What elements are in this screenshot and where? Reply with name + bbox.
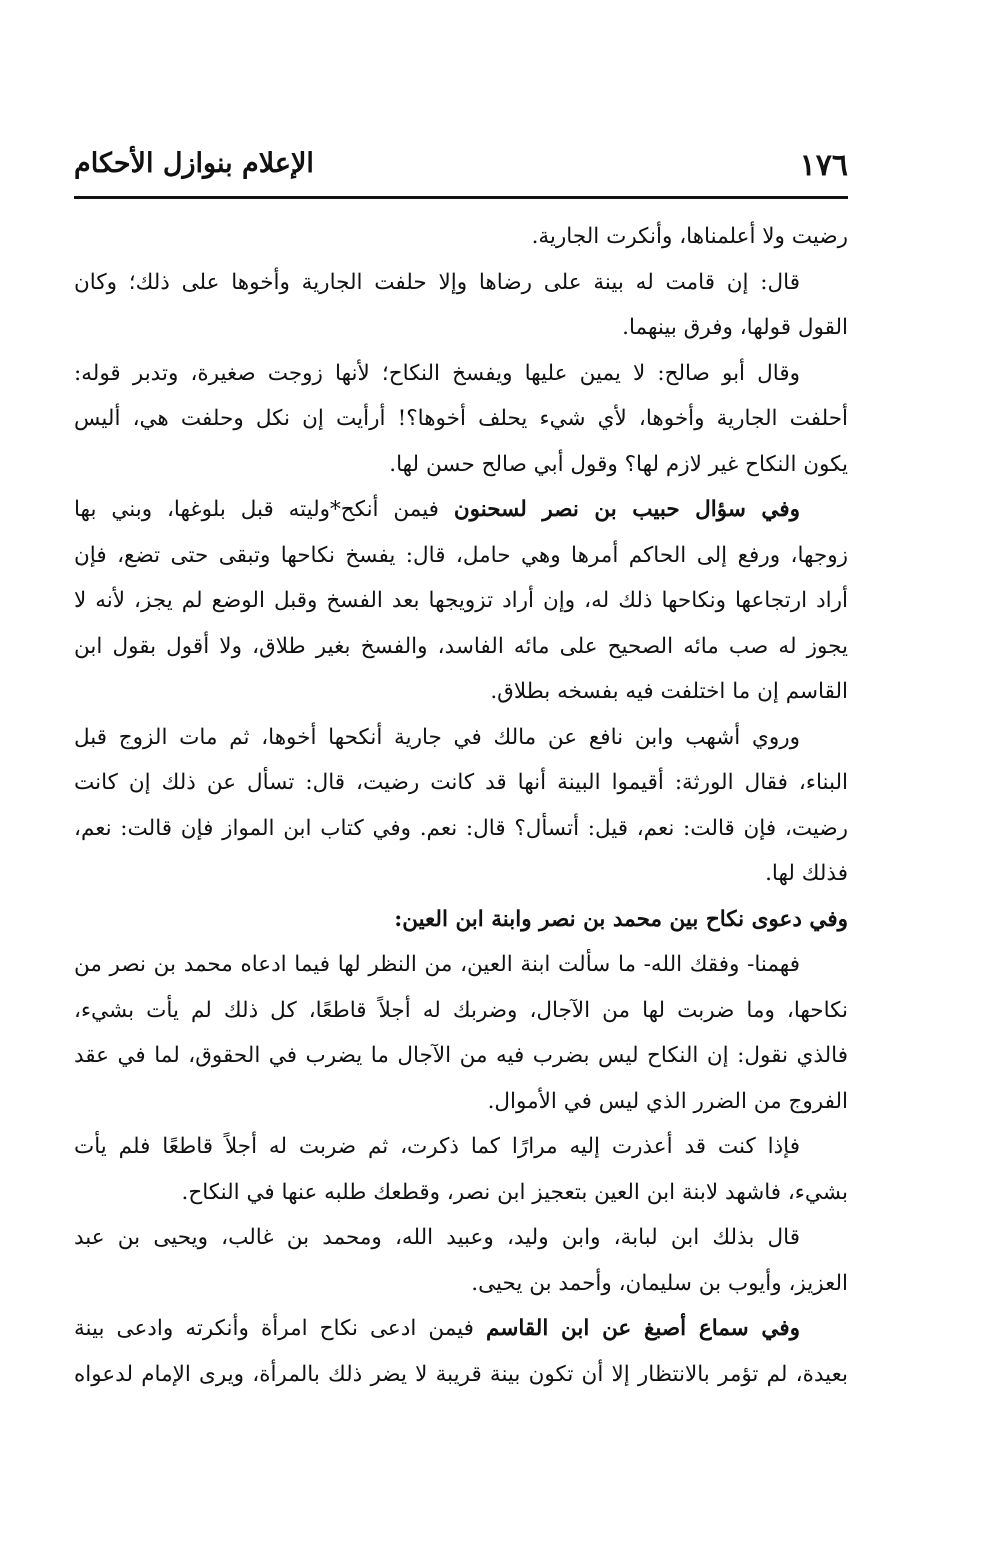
line-text: الفروج من الضرر الذي ليس في الأموال. — [487, 1088, 848, 1114]
body-text — [74, 214, 848, 1397]
text-line — [74, 533, 848, 579]
line-text: قال: إن قامت له بينة على رضاها وإلا حلفت الجارية وأخوها على ذلك؛ وكان — [74, 269, 800, 295]
text-line — [74, 851, 848, 897]
text-line — [74, 988, 848, 1034]
line-text: رضيت، فإن قالت: نعم، قيل: أتسأل؟ قال: نعم. وفي كتاب ابن المواز فإن قالت: نعم، — [74, 815, 848, 841]
line-text: وروي أشهب وابن نافع عن مالك في جارية أنكحها أخوها، ثم مات الزوج قبل — [74, 724, 800, 750]
text-line — [74, 1215, 848, 1261]
line-text: يجوز له صب مائه الصحيح على مائه الفاسد، والفسخ بغير طلاق، ولا أقول بقول ابن — [74, 633, 848, 659]
line-text: فإذا كنت قد أعذرت إليه مرارًا كما ذكرت، ثم ضربت له أجلاً قاطعًا فلم يأت — [74, 1134, 800, 1159]
text-line — [74, 806, 848, 852]
page-number: ١٧٦ — [799, 148, 848, 183]
text-line — [74, 1170, 848, 1216]
text-line — [74, 715, 848, 761]
text-line — [74, 897, 848, 943]
line-text: فيمن أنكح*وليته قبل بلوغها، وبني بها — [74, 497, 454, 522]
running-title: الإعلام بنوازل الأحكام — [74, 148, 314, 179]
text-line — [74, 487, 848, 533]
text-line — [74, 1352, 848, 1398]
header-rule — [74, 196, 848, 199]
text-line — [74, 578, 848, 624]
text-line — [74, 305, 848, 351]
text-line — [74, 396, 848, 442]
text-line — [74, 1124, 848, 1170]
line-text: نكاحها، وما ضربت لها من الآجال، وضربك له أجلاً قاطعًا، كل ذلك لم يأت بشيء، — [74, 997, 848, 1023]
line-text: وقال أبو صالح: لا يمين عليها ويفسخ النكاح؛ لأنها زوجت صغيرة، وتدبر قوله: — [74, 360, 800, 386]
text-line — [74, 1079, 848, 1125]
text-line — [74, 624, 848, 670]
bold-heading: وفي دعوى نكاح بين محمد بن نصر وابنة ابن العين: — [394, 906, 848, 932]
line-text: بشيء، فاشهد لابنة ابن العين بتعجيز ابن نصر، وقطعك طلبه عنها في النكاح. — [181, 1179, 848, 1205]
line-text: فيمن ادعى نكاح امرأة وأنكرته وادعى بينة — [74, 1316, 487, 1341]
line-text: بعيدة، لم تؤمر بالانتظار إلا أن تكون بينة قريبة لا يضر ذلك بالمرأة، ويرى الإمام لدعواه — [74, 1361, 848, 1387]
line-text: زوجها، ورفع إلى الحاكم أمرها وهي حامل، قال: يفسخ نكاحها وتبقى حتى تضع، فإن — [74, 542, 848, 568]
text-line — [74, 760, 848, 806]
line-text: فالذي نقول: إن النكاح ليس بضرب فيه من الآجال ما يضرب في الحقوق، لما في عقد — [74, 1043, 848, 1068]
line-text: أراد ارتجاعها ونكاحها ذلك له، وإن أراد تزويجها بعد الفسخ وقبل الوضع لم يجز، لأنه لا — [74, 588, 848, 613]
text-line — [74, 1261, 848, 1307]
line-text: أحلفت الجارية وأخوها، لأي شيء يحلف أخوها؟! أرأيت إن نكل وحلفت هي، أليس — [74, 406, 848, 431]
text-line — [74, 669, 848, 715]
text-line — [74, 214, 848, 260]
line-text: رضيت ولا أعلمناها، وأنكرت الجارية. — [531, 224, 848, 249]
line-text: فهمنا- وفقك الله- ما سألت ابنة العين، من النظر لها فيما ادعاه محمد بن نصر من — [74, 952, 800, 977]
page-header — [74, 148, 848, 192]
line-text: العزيز، وأيوب بن سليمان، وأحمد بن يحيى. — [471, 1270, 848, 1296]
text-line — [74, 260, 848, 306]
text-line — [74, 351, 848, 397]
line-text: فذلك لها. — [765, 861, 848, 886]
line-text: البناء، فقال الورثة: أقيموا البينة أنها قد كانت رضيت، قال: تسأل عن ذلك إن كانت — [74, 770, 848, 795]
text-line — [74, 1033, 848, 1079]
bold-heading: وفي سؤال حبيب بن نصر لسحنون — [453, 497, 800, 522]
text-line — [74, 1306, 848, 1352]
line-text: القاسم إن ما اختلفت فيه بفسخه بطلاق. — [490, 679, 848, 704]
bold-heading: وفي سماع أصبغ عن ابن القاسم — [486, 1316, 800, 1341]
text-line — [74, 942, 848, 988]
line-text: قال بذلك ابن لبابة، وابن وليد، وعبيد الله، ومحمد بن غالب، ويحيى بن عبد — [74, 1225, 800, 1250]
line-text: يكون النكاح غير لازم لها؟ وقول أبي صالح حسن لها. — [389, 451, 848, 477]
line-text: القول قولها، وفرق بينهما. — [622, 315, 848, 340]
text-line — [74, 442, 848, 488]
